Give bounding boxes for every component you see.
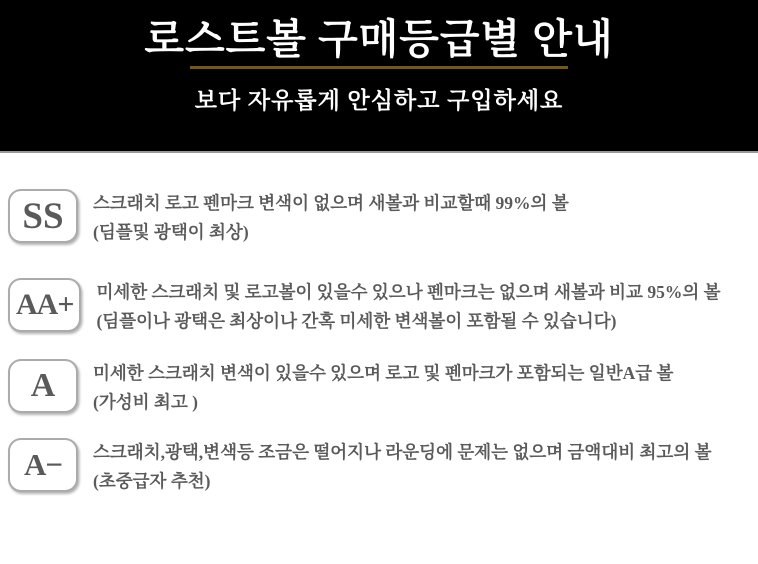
grade-description [93, 359, 673, 417]
grade-badge-label: A [30, 367, 56, 404]
grade-badge-a-minus [8, 438, 78, 492]
page-title: 로스트볼 구매등급별 안내 [144, 16, 614, 62]
grade-desc-line1: 미세한 스크래치 및 로고볼이 있을수 있으나 펜마크는 없으며 새볼과 비교 95%의 볼 [96, 282, 721, 302]
grade-desc-line1: 스크래치 로고 펜마크 변색이 없으며 새볼과 비교할때 99%의 볼 [93, 193, 569, 213]
grade-row-a-minus [8, 438, 748, 496]
header-banner [0, 0, 758, 153]
grade-badge-label: SS [22, 195, 64, 237]
grade-badge-a [8, 359, 78, 413]
grade-desc-line2: (초중급자 추천) [93, 471, 211, 491]
grade-list [0, 153, 758, 496]
page-subtitle: 보다 자유롭게 안심하고 구입하세요 [194, 88, 564, 113]
grade-desc-line1: 미세한 스크래치 변색이 있을수 있으며 로고 및 펜마크가 포함되는 일반A급 볼 [93, 363, 674, 383]
title-underline [190, 66, 568, 69]
grade-description [93, 189, 569, 247]
grade-desc-line2: (딤플이나 광택은 최상이나 간혹 미세한 변색볼이 포함될 수 있습니다) [96, 311, 617, 331]
grade-badge-ss [8, 189, 78, 243]
grade-desc-line2: (딤플및 광택이 최상) [93, 222, 249, 242]
grade-badge-label: A− [23, 447, 63, 482]
grade-desc-line2: (가성비 최고 ) [93, 392, 198, 412]
grade-desc-line1: 스크래치,광택,변색등 조금은 떨어지나 라운딩에 문제는 없으며 금액대비 최고의 볼 [93, 442, 712, 462]
grade-description [93, 438, 712, 496]
grade-description [96, 278, 720, 336]
grade-badge-aa-plus [8, 278, 81, 332]
grade-badge-label: AA+ [16, 288, 74, 321]
grade-row-ss [8, 189, 748, 247]
grade-row-aa-plus [8, 278, 748, 336]
grade-row-a [8, 359, 748, 417]
